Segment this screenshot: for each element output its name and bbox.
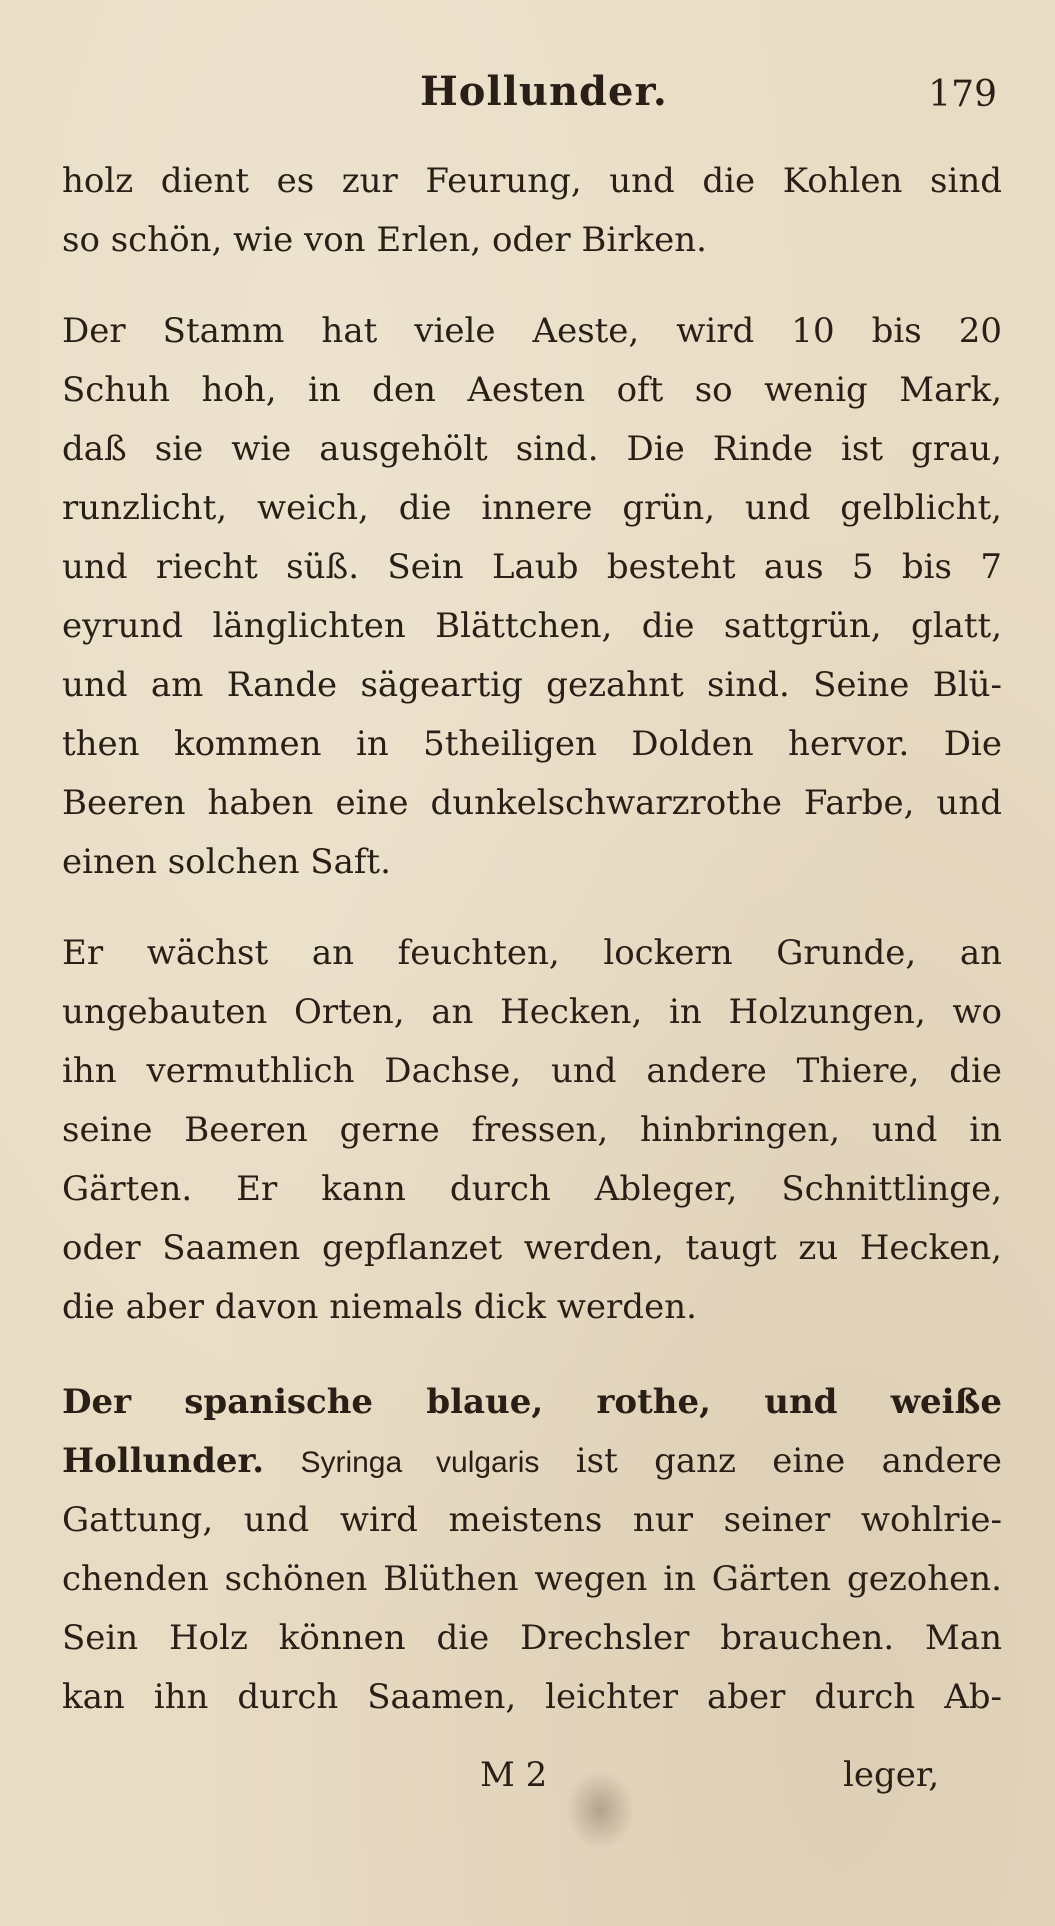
text-line: und riecht süß. Sein Laub besteht aus 5 bis 7: [62, 547, 1002, 587]
text-line: Der Stamm hat viele Aeste, wird 10 bis 20: [62, 311, 1002, 351]
signature-mark: M 2: [480, 1755, 548, 1795]
text-line: Beeren haben eine dunkelschwarzrothe Farbe, und: [62, 783, 1002, 823]
text-line: kan ihn durch Saamen, leichter aber durch Ab-: [62, 1677, 1002, 1717]
text-line: ihn vermuthlich Dachse, und andere Thiere, die: [62, 1051, 1002, 1091]
latin-name: Syringa vulgaris: [300, 1446, 540, 1479]
page-footer: [0, 1745, 1055, 1805]
text-line: ungebauten Orten, an Hecken, in Holzungen, wo: [62, 992, 1002, 1032]
text-line: Schuh hoh, in den Aesten oft so wenig Mark,: [62, 370, 1002, 410]
text-line: Sein Holz können die Drechsler brauchen. Man: [62, 1618, 1002, 1658]
page-number: 179: [928, 74, 997, 115]
text-line: daß sie wie ausgehölt sind. Die Rinde ist grau,: [62, 429, 1002, 469]
text-line: einen solchen Saft.: [62, 842, 391, 882]
text-line: Gärten. Er kann durch Ableger, Schnittlinge,: [62, 1169, 1002, 1209]
text-line: chenden schönen Blüthen wegen in Gärten gezohen.: [62, 1559, 1002, 1599]
body-text: [62, 152, 1002, 1727]
text-line: runzlicht, weich, die innere grün, und gelblicht,: [62, 488, 1002, 528]
text-line: Gattung, und wird meistens nur seiner wohlrie-: [62, 1500, 1002, 1540]
text-line: then kommen in 5theiligen Dolden hervor. Die: [62, 724, 1002, 764]
text-line: oder Saamen gepflanzet werden, taugt zu Hecken,: [62, 1228, 1002, 1268]
text-line: und am Rande sägeartig gezahnt sind. Seine Blü-: [62, 665, 1002, 705]
section-heading: Der spanische blaue, rothe, und weiße: [62, 1382, 1002, 1422]
text-line: holz dient es zur Feurung, und die Kohlen sind: [62, 161, 1002, 201]
text-line: so schön, wie von Erlen, oder Birken.: [62, 220, 707, 260]
text-line: die aber davon niemals dick werden.: [62, 1287, 697, 1327]
section-heading-continued: Hollunder.: [62, 1441, 265, 1481]
text-line-rest: ist ganz eine andere: [575, 1441, 1002, 1481]
catchword: leger,: [843, 1755, 940, 1795]
paragraph-2: [62, 302, 1002, 892]
paragraph-1: [62, 152, 1002, 270]
text-line: [62, 1432, 1002, 1491]
paragraph-3: [62, 924, 1002, 1337]
text-line: eyrund länglichten Blättchen, die sattgrün, glatt,: [62, 606, 1002, 646]
ink-smudge: [565, 1770, 635, 1850]
text-line: seine Beeren gerne fressen, hinbringen, und in: [62, 1110, 1002, 1150]
running-title: Hollunder.: [420, 68, 668, 115]
paragraph-4: [62, 1373, 1002, 1727]
text-line: Er wächst an feuchten, lockern Grunde, an: [62, 933, 1002, 973]
